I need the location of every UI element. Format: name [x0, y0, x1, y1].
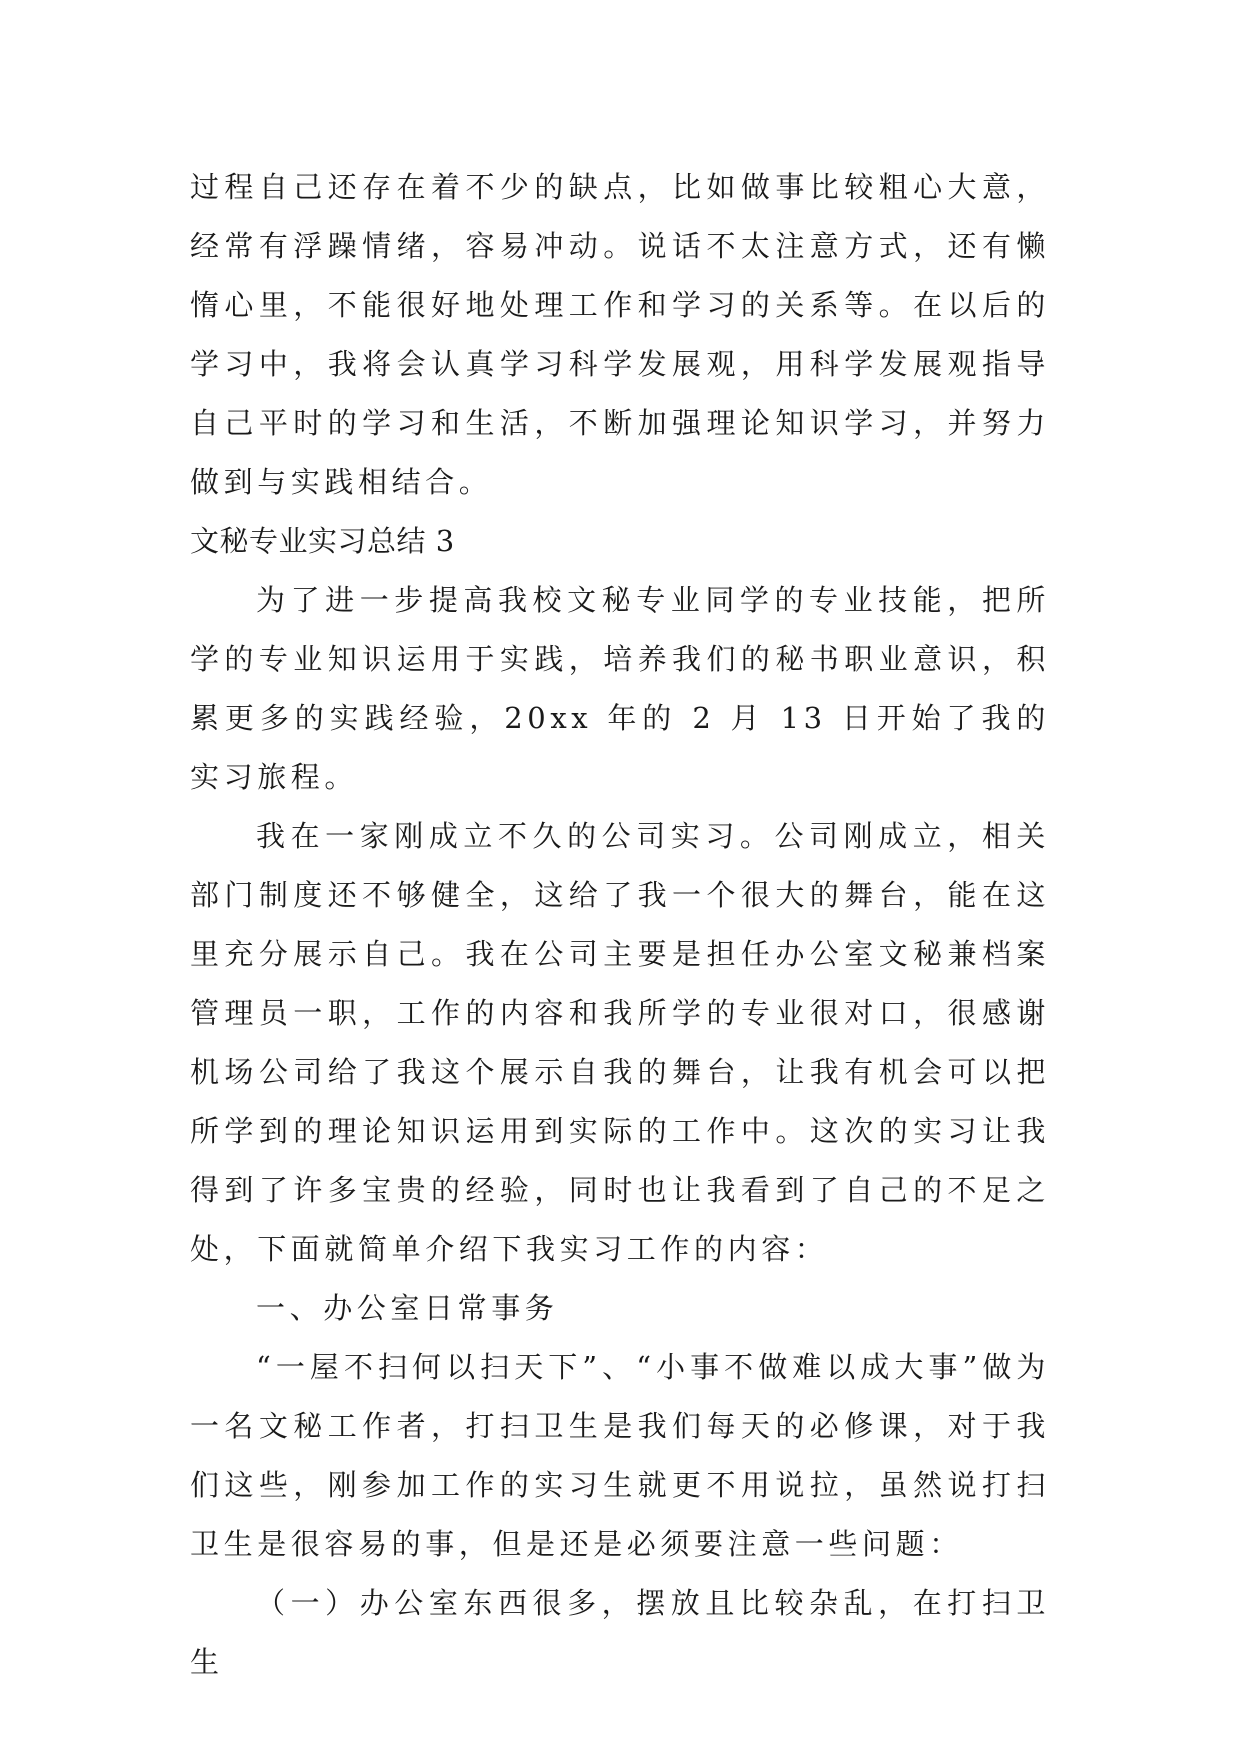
document-body: [190, 158, 1050, 1692]
paragraph-list-item-1: （一）办公室东西很多，摆放且比较杂乱，在打扫卫生: [190, 1586, 1050, 1679]
paragraph-company: 我在一家刚成立不久的公司实习。公司刚成立，相关部门制度还不够健全，这给了我一个很大的舞台，能在这里充分展示自己。我在公司主要是担任办公室文秘兼档案管理员一职，工作的内容和我所学的专业很对口，很感谢机场公司给了我这个展示自我的舞台，让我有机会可以把所学到的理论知识运用到实际的工作中。这次的实习让我得到了许多宝贵的经验，同时也让我看到了自己的不足之处，下面就简单介绍下我实习工作的内容：: [190, 819, 1050, 1266]
section-title: 文秘专业实习总结 3: [190, 524, 455, 558]
paragraph-continuation: 过程自己还存在着不少的缺点，比如做事比较粗心大意，经常有浮躁情绪，容易冲动。说话不太注意方式，还有懒惰心里，不能很好地处理工作和学习的关系等。在以后的学习中，我将会认真学习科学发展观，用科学发展观指导自己平时的学习和生活，不断加强理论知识学习，并努力做到与实践相结合。: [190, 170, 1050, 499]
subsection-heading: 一、办公室日常事务: [256, 1291, 559, 1325]
paragraph-intro: 为了进一步提高我校文秘专业同学的专业技能，把所学的专业知识运用于实践，培养我们的秘书职业意识，积累更多的实践经验，20xx 年的 2 月 13 日开始了我的实习旅程。: [190, 583, 1050, 794]
paragraph-cleaning: “一屋不扫何以扫天下”、“小事不做难以成大事”做为一名文秘工作者，打扫卫生是我们每天的必修课，对于我们这些，刚参加工作的实习生就更不用说拉，虽然说打扫卫生是很容易的事，但是还是必须要注意一些问题：: [190, 1350, 1050, 1561]
